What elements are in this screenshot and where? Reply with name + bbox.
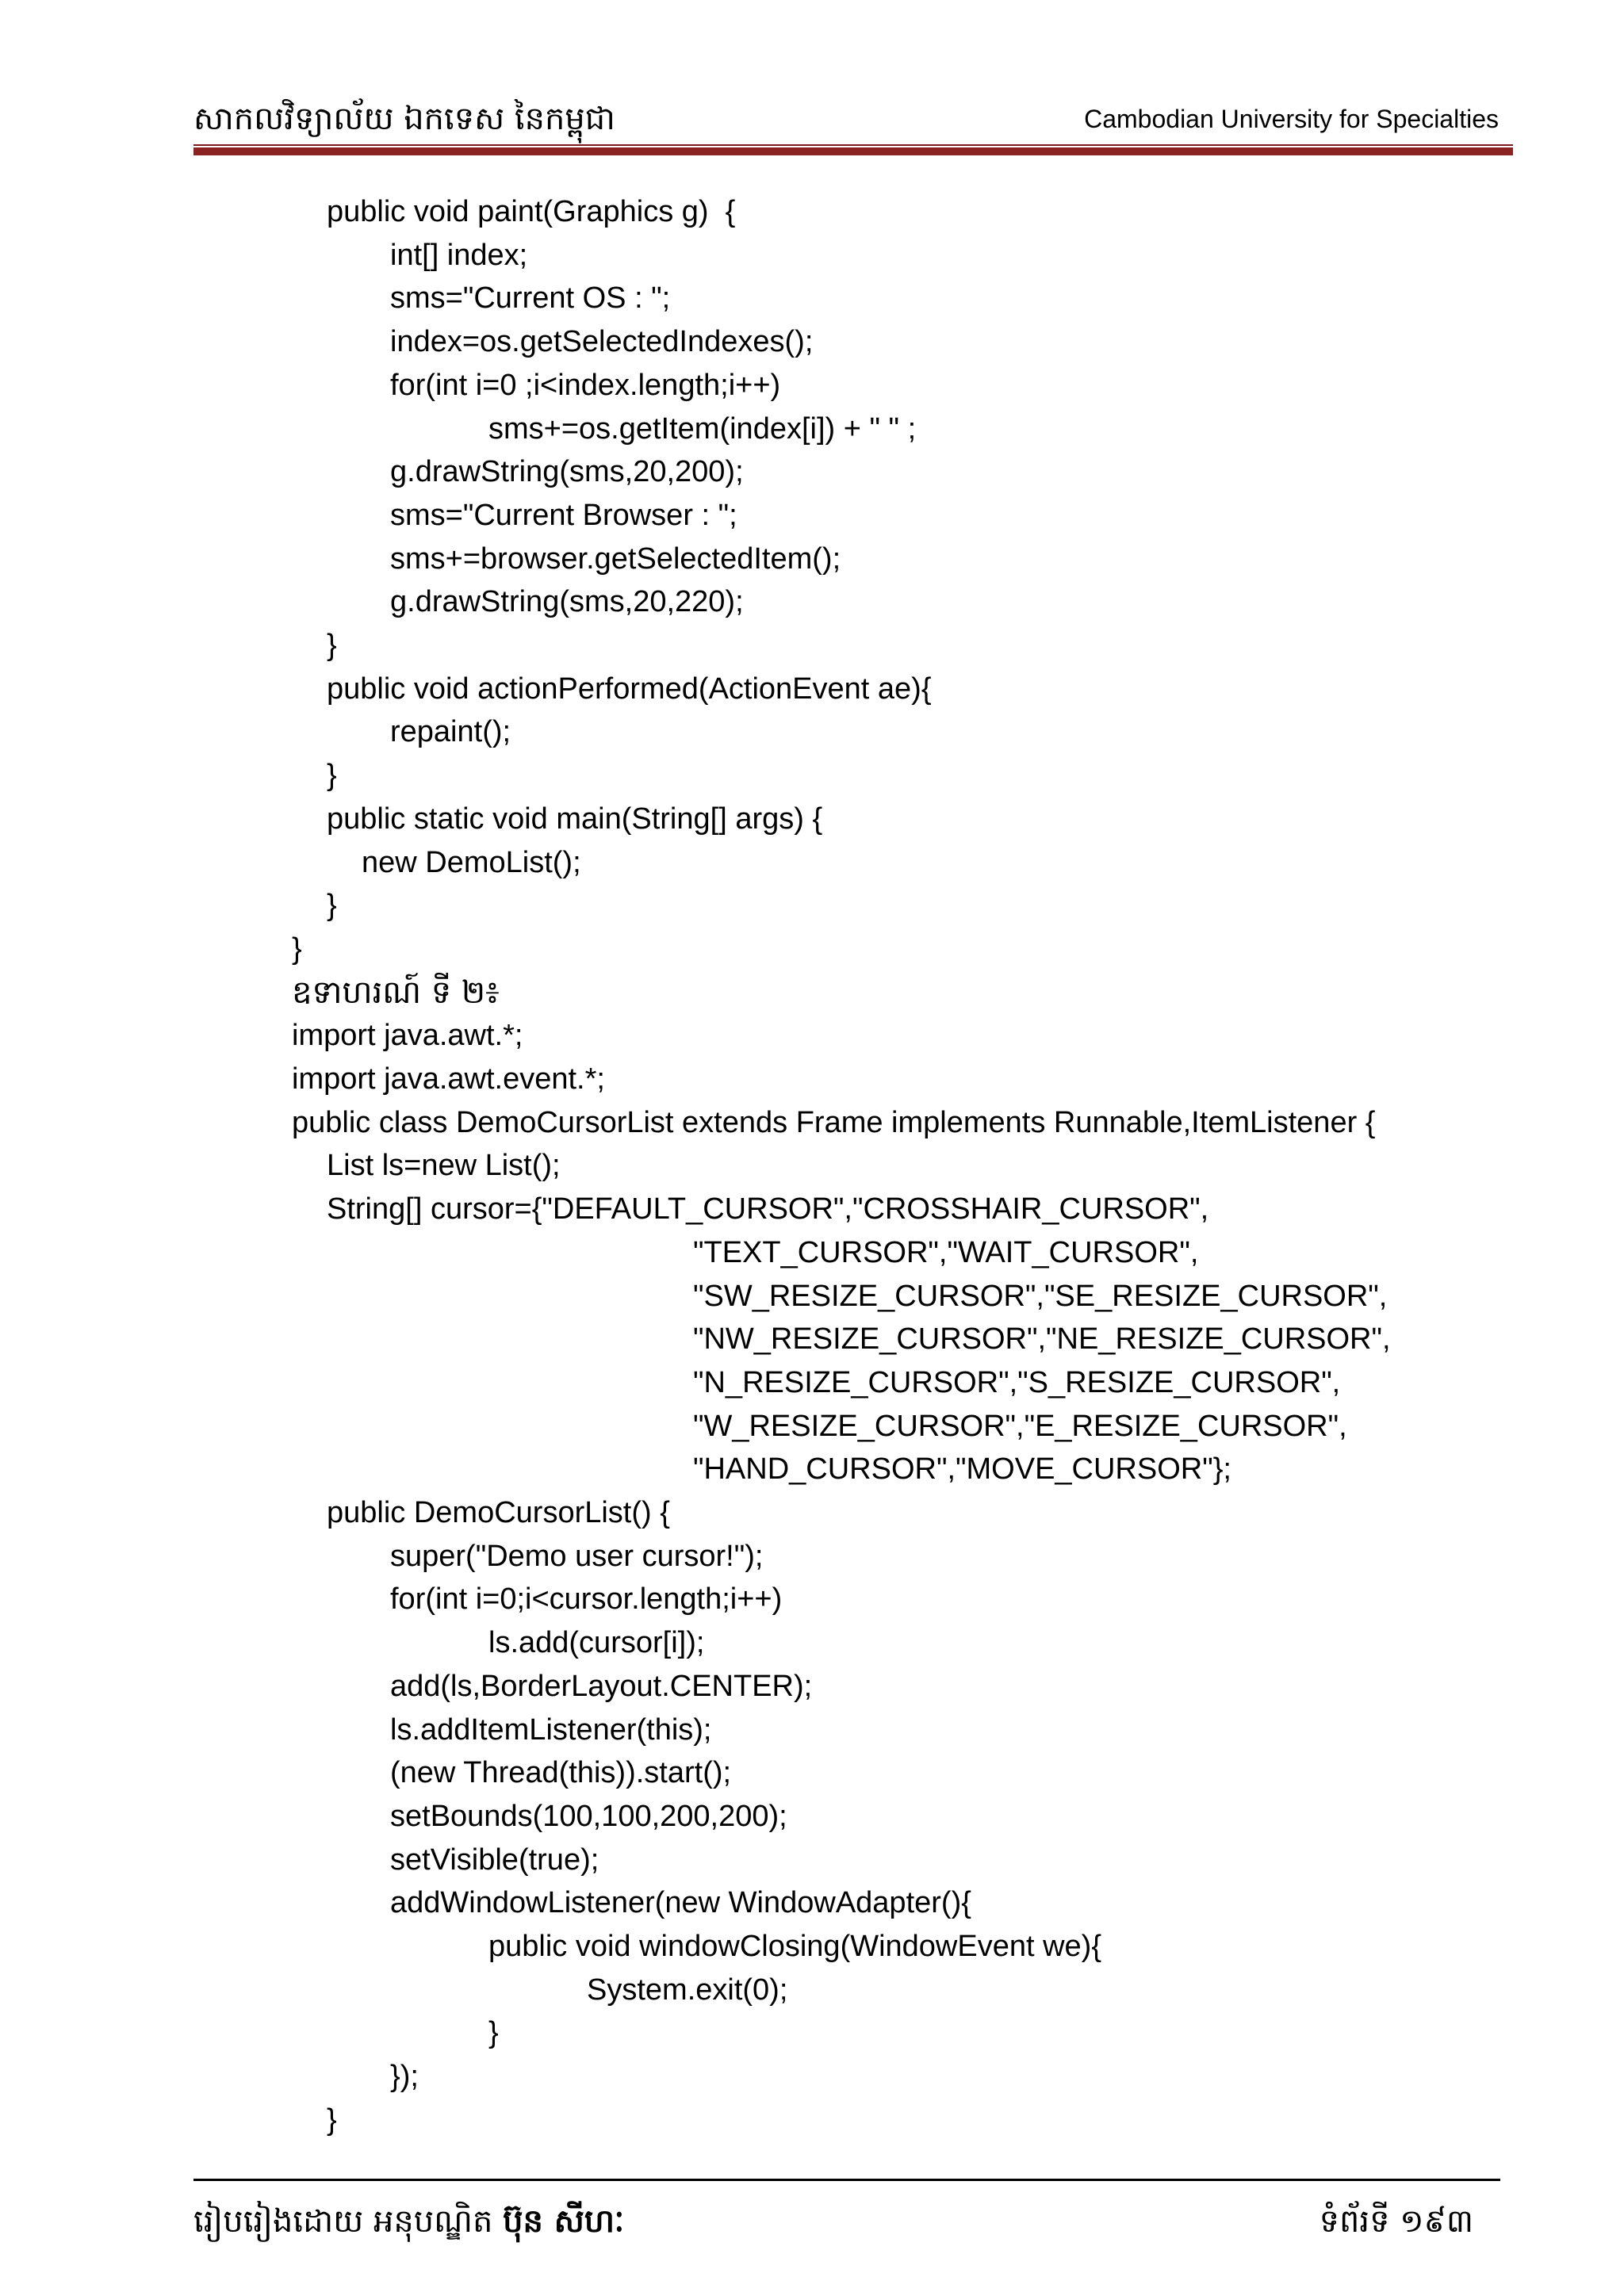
code-line: sms="Current OS : "; — [390, 281, 671, 316]
code-line: for(int i=0;i<cursor.length;i++) — [390, 1582, 783, 1617]
code-line: repaint(); — [390, 715, 511, 749]
footer-author-name: ប៊ុន សីហៈ — [503, 2203, 625, 2240]
code-line: public class DemoCursorList extends Frame implements Runnable,ItemListener { — [292, 1105, 1376, 1139]
code-line: ls.addItemListener(this); — [390, 1712, 712, 1747]
code-line: "SW_RESIZE_CURSOR","SE_RESIZE_CURSOR", — [693, 1279, 1388, 1313]
footer-author-prefix: រៀបរៀងដោយ អនុបណ្ឌិត — [193, 2203, 504, 2240]
code-line: sms+=browser.getSelectedItem(); — [390, 541, 841, 576]
header-university-english: Cambodian University for Specialties — [1084, 105, 1499, 133]
code-line: sms+=os.getItem(index[i]) + " " ; — [488, 411, 917, 446]
code-line: sms="Current Browser : "; — [390, 498, 737, 532]
code-line: } — [327, 889, 337, 923]
code-line: add(ls,BorderLayout.CENTER); — [390, 1669, 813, 1703]
footer-author — [193, 2198, 624, 2245]
code-line: g.drawString(sms,20,220); — [390, 585, 744, 619]
header-university-khmer: សាកលវិទ្យាល័យ ឯកទេស នៃកម្ពុជា — [193, 101, 615, 137]
code-line: public void paint(Graphics g) { — [327, 195, 736, 228]
code-line: } — [327, 2103, 337, 2137]
code-line: public void windowClosing(WindowEvent we){ — [488, 1930, 1102, 1963]
footer-rule — [193, 2179, 1500, 2181]
code-line: (new Thread(this)).start(); — [390, 1756, 732, 1790]
code-line: import java.awt.*; — [292, 1019, 523, 1053]
code-line: "HAND_CURSOR","MOVE_CURSOR"}; — [693, 1452, 1231, 1487]
code-line: "W_RESIZE_CURSOR","E_RESIZE_CURSOR", — [693, 1409, 1347, 1443]
header-rule-thin — [193, 144, 1513, 146]
code-line: addWindowListener(new WindowAdapter(){ — [390, 1886, 971, 1920]
code-line: } — [292, 932, 302, 966]
code-line: } — [488, 2016, 499, 2050]
example-heading: ឧទាហរណ៍ ទី ២៖ — [292, 974, 500, 1011]
code-line: new DemoList(); — [362, 845, 581, 879]
code-line: public static void main(String[] args) { — [327, 802, 823, 836]
code-line: public DemoCursorList() { — [327, 1496, 670, 1529]
code-line: "NW_RESIZE_CURSOR","NE_RESIZE_CURSOR", — [693, 1322, 1391, 1357]
code-line: for(int i=0 ;i<index.length;i++) — [390, 368, 781, 402]
code-line: g.drawString(sms,20,200); — [390, 455, 744, 489]
footer-page-number: ទំព័រទី ១៩៣ — [1319, 2203, 1473, 2240]
code-line: } — [327, 629, 337, 662]
code-line: super("Demo user cursor!"); — [390, 1539, 764, 1573]
code-line: "TEXT_CURSOR","WAIT_CURSOR", — [693, 1235, 1199, 1269]
code-line: }); — [390, 2060, 419, 2094]
code-line: "N_RESIZE_CURSOR","S_RESIZE_CURSOR", — [693, 1365, 1341, 1399]
code-line: List ls=new List(); — [327, 1149, 561, 1183]
code-line: setVisible(true); — [390, 1843, 599, 1877]
code-line: System.exit(0); — [587, 1973, 788, 2007]
code-line: String[] cursor={"DEFAULT_CURSOR","CROSSHAIR_CURSOR", — [327, 1192, 1209, 1226]
code-line: import java.awt.event.*; — [292, 1062, 605, 1096]
code-line: public void actionPerformed(ActionEvent ae){ — [327, 672, 932, 706]
header-rule-thick — [193, 147, 1513, 155]
code-line: } — [327, 759, 337, 793]
code-line: ls.add(cursor[i]); — [488, 1626, 705, 1660]
code-line: index=os.getSelectedIndexes(); — [390, 325, 814, 359]
code-line: setBounds(100,100,200,200); — [390, 1799, 787, 1833]
code-line: int[] index; — [390, 238, 528, 272]
